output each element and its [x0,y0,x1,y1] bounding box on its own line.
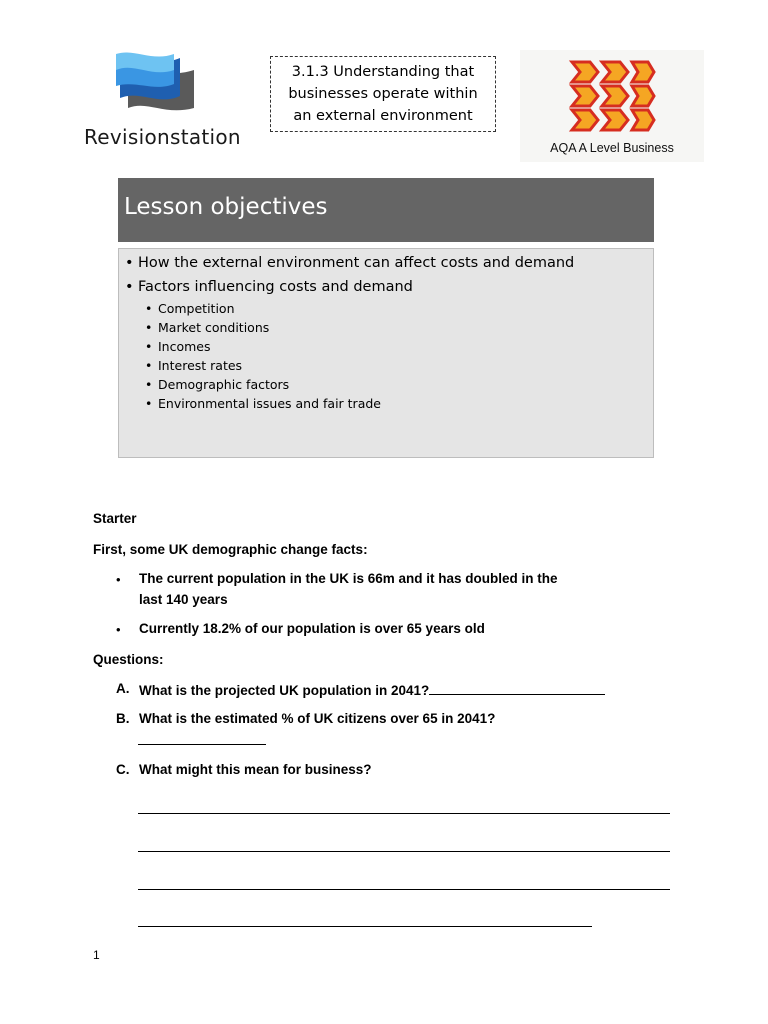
objective-item: • How the external environment can affect costs and demand [125,255,575,271]
answer-line[interactable] [138,889,670,890]
objective-subitem: • Incomes [145,339,211,354]
objectives-heading: Lesson objectives [118,178,654,242]
topic-title-line: an external environment [293,108,473,124]
brand-name: Revisionstation [84,125,241,149]
answer-line[interactable] [138,851,670,852]
question-letter: A. [116,681,130,696]
objective-subitem: • Interest rates [145,358,243,373]
answer-line[interactable] [138,926,592,927]
objective-subitem: • Demographic factors [145,377,290,392]
page-number: 1 [93,948,100,962]
starter-heading: Starter [93,511,137,526]
topic-title-line: 3.1.3 Understanding that [291,64,475,80]
objective-subitem: • Environmental issues and fair trade [145,396,381,411]
objective-subitem: • Market conditions [145,320,270,335]
starter-intro: First, some UK demographic change facts: [93,542,368,557]
questions-heading: Questions: [93,652,164,667]
fact-line: The current population in the UK is 66m and it has doubled in the [139,571,558,586]
topic-title-box [270,56,496,132]
question-letter: C. [116,762,130,777]
fact-line: Currently 18.2% of our population is over 65 years old [139,621,485,636]
aqa-label: AQA A Level Business [550,141,674,155]
question-letter: B. [116,711,130,726]
objective-subitem: • Competition [145,301,235,316]
chevron-pattern-icon [568,58,656,138]
answer-blank[interactable] [429,681,605,695]
revisionstation-logo [84,50,254,160]
fact-line: last 140 years [139,592,228,607]
answer-blank[interactable] [138,744,266,745]
objectives-panel [118,248,654,458]
objective-item: • Factors influencing costs and demand [125,279,413,295]
question-text: What might this mean for business? [139,762,372,777]
fact-bullet: • [116,572,121,587]
flag-icon [114,50,196,130]
question-a [139,681,605,698]
aqa-logo [520,50,704,162]
question-text: What is the projected UK population in 2041? [139,683,430,698]
fact-bullet: • [116,622,121,637]
question-text: What is the estimated % of UK citizens over 65 in 2041? [139,711,496,726]
topic-title-line: businesses operate within [288,86,478,102]
answer-line[interactable] [138,813,670,814]
